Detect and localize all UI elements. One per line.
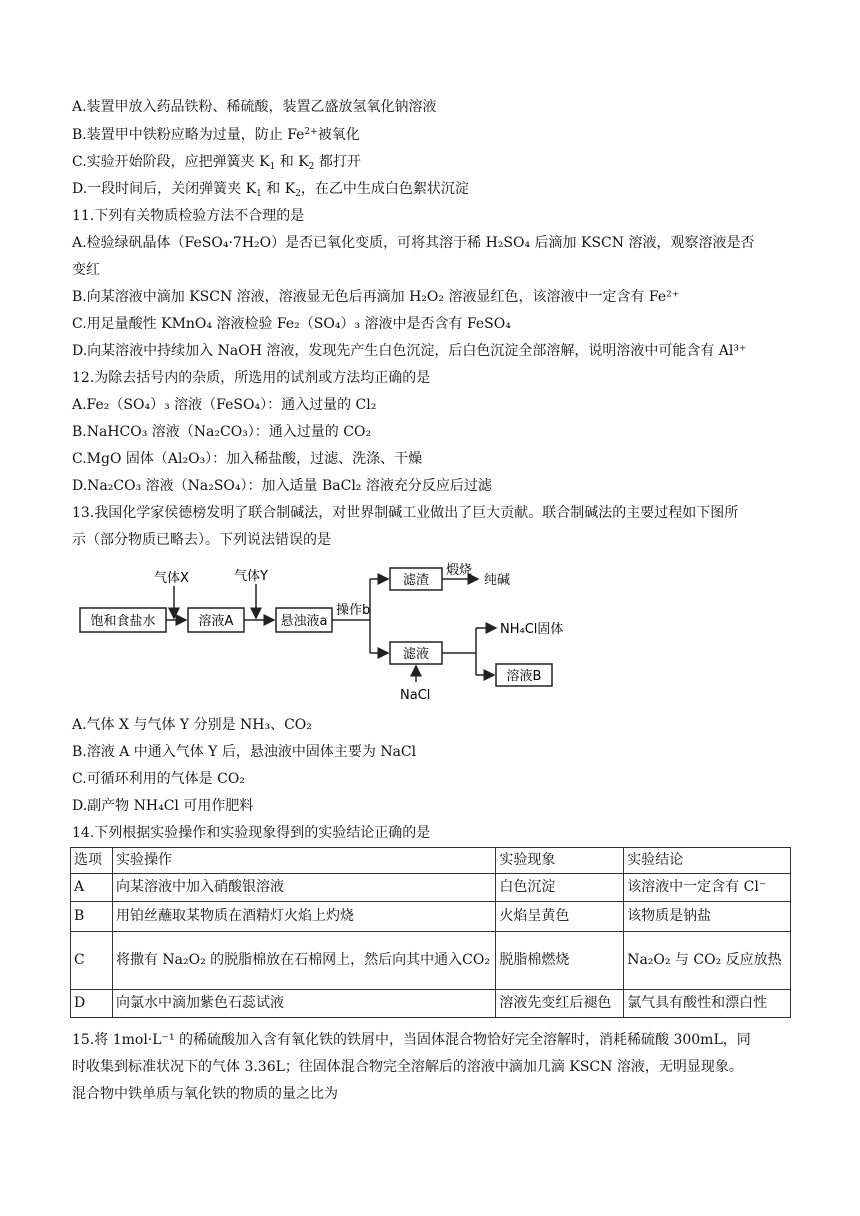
label-gas-y: 气体Y [234,569,268,584]
q15-stem-cont2: 混合物中铁单质与氧化铁的物质的量之比为 [72,1086,338,1102]
q11-option-d: D.向某溶液中持续加入 NaOH 溶液，发现先产生白色沉淀，后白色沉淀全部溶解，说明溶液中可能含有 Al³⁺ [72,343,747,359]
q11-option-c: C.用足量酸性 KMnO₄ 溶液检验 Fe₂（SO₄）₃ 溶液中是否含有 FeSO₄ [72,316,511,332]
q12-option-a: A.Fe₂（SO₄）₃ 溶液（FeSO₄）：通入过量的 Cl₂ [72,397,377,413]
label-soda-ash: 纯碱 [484,573,511,588]
cell-operation: 向氯水中滴加紫色石蕊试液 [112,990,495,1018]
cell-option: A [71,874,113,902]
table-row [71,874,791,902]
q11-option-b: B.向某溶液中滴加 KSCN 溶液，溶液显无色后再滴加 H₂O₂ 溶液显红色，该溶液中一定含有 Fe²⁺ [72,289,680,305]
q12-stem: 12.为除去括号内的杂质，所选用的试剂或方法均正确的是 [72,370,431,386]
q10-option-d: D.一段时间后，关闭弹簧夹 $K_1$ 和 $K_2$，在乙中生成白色絮状沉淀 [72,181,469,199]
cell-phenomenon: 白色沉淀 [496,874,624,902]
cell-phenomenon: 溶液先变红后褪色 [496,990,624,1018]
q10-option-b: B.装置甲中铁粉应略为过量，防止 $Fe^{2+}$被氧化 [72,127,360,143]
q13-option-c: C.可循环利用的气体是 CO₂ [72,771,245,787]
q15-stem-cont: 时收集到标准状况下的气体 3.36L；往固体混合物完全溶解后的溶液中滴加几滴 KSCN 溶液，无明显现象。 [72,1059,743,1075]
q10-option-a: A.装置甲放入药品铁粉、稀硫酸，装置乙盛放氢氧化钠溶液 [72,99,437,115]
cell-operation: 将撒有 Na₂O₂ 的脱脂棉放在石棉网上，然后向其中通入CO₂ [112,932,495,990]
q15-stem: 15.将 1mol·L⁻¹ 的稀硫酸加入含有氧化铁的铁屑中，当固体混合物恰好完全溶解时，消耗稀硫酸 300mL，同 [72,1032,751,1048]
label-operation-b: 操作b [336,603,371,618]
table-row [71,932,791,990]
cell-phenomenon: 火焰呈黄色 [496,902,624,932]
cell-option: B [71,902,113,932]
table-header-row [71,848,791,874]
box-solution-a: 溶液A [198,614,234,629]
cell-conclusion: 该溶液中一定含有 Cl⁻ [624,874,791,902]
cell-option: D [71,990,113,1018]
label-gas-x: 气体X [154,571,189,586]
cell-phenomenon: 脱脂棉燃烧 [496,932,624,990]
box-saturated-brine: 饱和食盐水 [90,614,156,629]
box-suspension-a: 悬浊液a [280,614,328,629]
cell-operation: 用铂丝蘸取某物质在酒精灯火焰上灼烧 [112,902,495,932]
q10-option-c: C.实验开始阶段，应把弹簧夹 $K_1$ 和 $K_2$ 都打开 [72,154,361,172]
q13-option-b: B.溶液 A 中通入气体 Y 后，悬浊液中固体主要为 NaCl [72,744,417,760]
q12-option-b: B.NaHCO₃ 溶液（Na₂CO₃）：通入过量的 CO₂ [72,424,372,440]
q11-stem: 11.下列有关物质检验方法不合理的是 [72,208,305,224]
label-nh4cl-solid: NH₄Cl固体 [500,622,564,637]
header-conclusion: 实验结论 [624,848,791,874]
process-flow-diagram [72,556,572,704]
box-filter-residue: 滤渣 [402,573,430,588]
cell-conclusion: 氯气具有酸性和漂白性 [624,990,791,1018]
q12-option-d: D.Na₂CO₃ 溶液（Na₂SO₄）：加入适量 BaCl₂ 溶液充分反应后过滤 [72,478,492,494]
box-filtrate: 滤液 [402,647,430,662]
cell-conclusion: Na₂O₂ 与 CO₂ 反应放热 [624,932,791,990]
q11-option-a-cont: 变红 [72,262,100,278]
box-solution-b: 溶液B [506,669,542,684]
q13-option-d: D.副产物 NH₄Cl 可用作肥料 [72,798,254,814]
q13-stem-cont: 示（部分物质已略去）。下列说法错误的是 [72,532,331,548]
label-nacl: NaCl [400,688,431,703]
q11-option-a: A.检验绿矾晶体（FeSO₄·7H₂O）是否已氧化变质，可将其溶于稀 H₂SO₄ 后滴加 KSCN 溶液，观察溶液是否 [72,235,755,251]
table-row [71,902,791,932]
q14-stem: 14.下列根据实验操作和实验现象得到的实验结论正确的是 [72,825,431,841]
cell-conclusion: 该物质是钠盐 [624,902,791,932]
table-row [71,990,791,1018]
label-calcination: 煅烧 [446,563,473,578]
q13-stem: 13.我国化学家侯德榜发明了联合制碱法，对世界制碱工业做出了巨大贡献。联合制碱法的主要过程如下图所 [72,505,739,521]
q12-option-c: C.MgO 固体（Al₂O₃）：加入稀盐酸，过滤、洗涤、干燥 [72,451,423,467]
q13-option-a: A.气体 X 与气体 Y 分别是 NH₃、CO₂ [72,717,312,733]
header-phenomenon: 实验现象 [496,848,624,874]
experiment-table [70,847,791,1018]
header-operation: 实验操作 [112,848,495,874]
cell-operation: 向某溶液中加入硝酸银溶液 [112,874,495,902]
header-option: 选项 [71,848,113,874]
cell-option: C [71,932,113,990]
